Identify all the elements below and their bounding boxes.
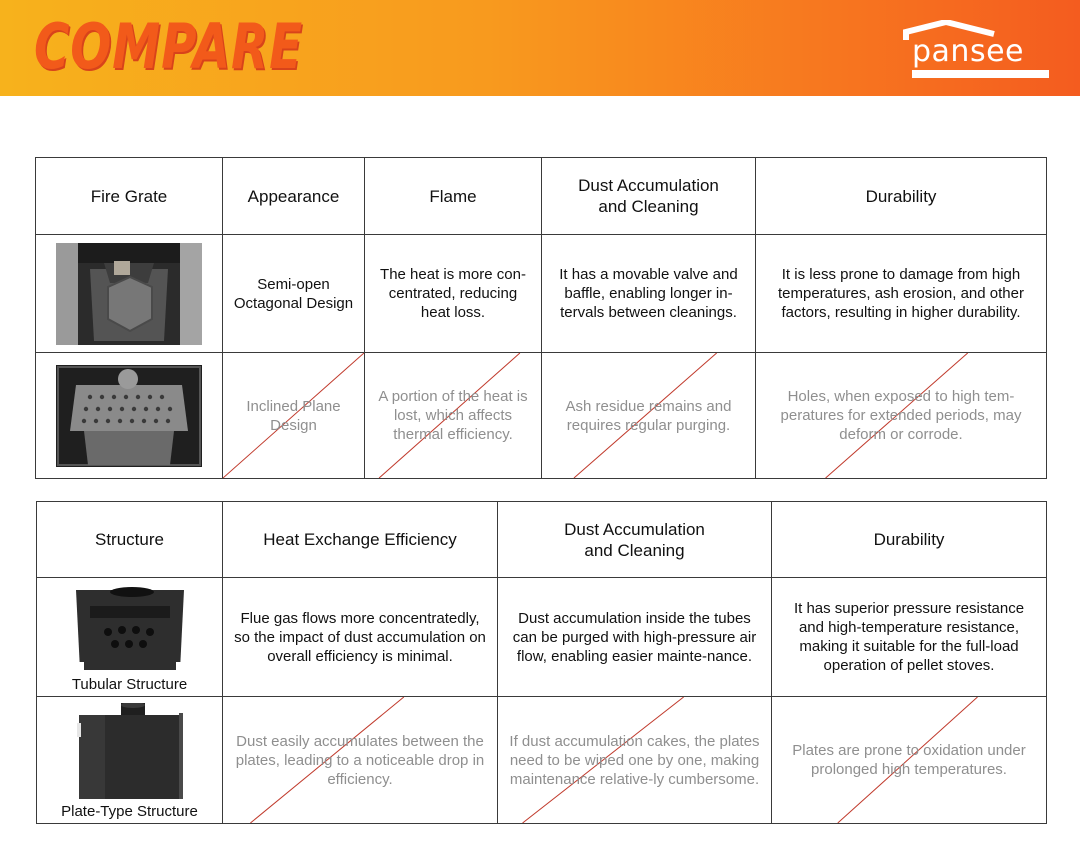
table-header-row	[36, 158, 1047, 235]
header-dust-cleaning: Dust Accumulation and Cleaning	[542, 158, 756, 235]
plate-structure-caption: Plate-Type Structure	[61, 803, 198, 820]
header-dust-cleaning: Dust Accumulation and Cleaning	[498, 502, 772, 578]
header-flame: Flame	[365, 158, 542, 235]
header-appearance: Appearance	[223, 158, 365, 235]
inclined-fire-grate-photo	[56, 365, 202, 467]
tubular-heat-exchanger-photo	[70, 584, 190, 672]
strike-line	[542, 353, 755, 478]
appearance-octagonal: Semi-open Octagonal Design	[223, 235, 365, 353]
strike-line	[223, 353, 364, 478]
cell-text: If dust accumulation cakes, the plates need to be wiped one by one, making maintenance relative-ly cumbersome.	[509, 732, 760, 788]
efficiency-tubular: Flue gas flows more concentratedly, so the impact of dust accumulation on overall efficiency is minimal.	[223, 578, 498, 697]
cell-text: Holes, when exposed to high tem-peratures for extended periods, may deform or corrode.	[780, 388, 1022, 443]
cell-text: Dust easily accumulates between the plates, leading to a noticeable drop in efficiency.	[235, 732, 485, 788]
fire-grate-comparison-table	[35, 157, 1047, 479]
table-row	[36, 353, 1047, 479]
header-durability: Durability	[772, 502, 1047, 578]
durability-inclined	[756, 353, 1047, 479]
image-cell	[36, 235, 223, 353]
table-header-row	[37, 502, 1047, 578]
header-banner	[0, 0, 1080, 96]
logo-underline	[912, 70, 1049, 78]
table-row	[36, 235, 1047, 353]
appearance-inclined	[223, 353, 365, 479]
cell-text: A portion of the heat is lost, which affects thermal efficiency.	[378, 388, 528, 443]
cleaning-tubular: Dust accumulation inside the tubes can be purged with high-pressure air flow, enabling easier mainte-nance.	[498, 578, 772, 697]
header-heat-exchange: Heat Exchange Efficiency	[223, 502, 498, 578]
page-title: COMPARE	[34, 10, 303, 83]
cell-text: Ash residue remains and requires regular purging.	[565, 397, 732, 434]
strike-line	[772, 697, 1046, 823]
pansee-logo	[900, 20, 1052, 80]
header-fire-grate: Fire Grate	[36, 158, 223, 235]
image-cell	[37, 578, 223, 697]
structure-comparison-table	[36, 501, 1047, 824]
cleaning-inclined	[542, 353, 756, 479]
image-cell	[36, 353, 223, 479]
flame-octagonal: The heat is more con-centrated, reducing heat loss.	[365, 235, 542, 353]
cell-text: Plates are prone to oxidation under prolonged high temperatures.	[792, 742, 1026, 778]
table-row	[37, 697, 1047, 824]
durability-plate	[772, 697, 1047, 824]
durability-tubular: It has superior pressure resistance and high-temperature resistance, making it suitable for the full-load operation of pellet stoves.	[772, 578, 1047, 697]
cleaning-octagonal: It has a movable valve and baffle, enabling longer in-tervals between cleanings.	[542, 235, 756, 353]
header-durability: Durability	[756, 158, 1047, 235]
flame-inclined	[365, 353, 542, 479]
table-row	[37, 578, 1047, 697]
plate-heat-exchanger-photo	[75, 703, 187, 801]
efficiency-plate	[223, 697, 498, 824]
durability-octagonal: It is less prone to damage from high temperatures, ash erosion, and other factors, resulting in higher durability.	[756, 235, 1047, 353]
logo-wordmark: pansee	[912, 34, 1024, 69]
header-structure: Structure	[37, 502, 223, 578]
octagonal-fire-grate-photo	[56, 243, 202, 345]
image-cell	[37, 697, 223, 824]
cell-text: Inclined Plane Design	[246, 397, 341, 434]
tubular-structure-caption: Tubular Structure	[71, 676, 188, 693]
cleaning-plate	[498, 697, 772, 824]
